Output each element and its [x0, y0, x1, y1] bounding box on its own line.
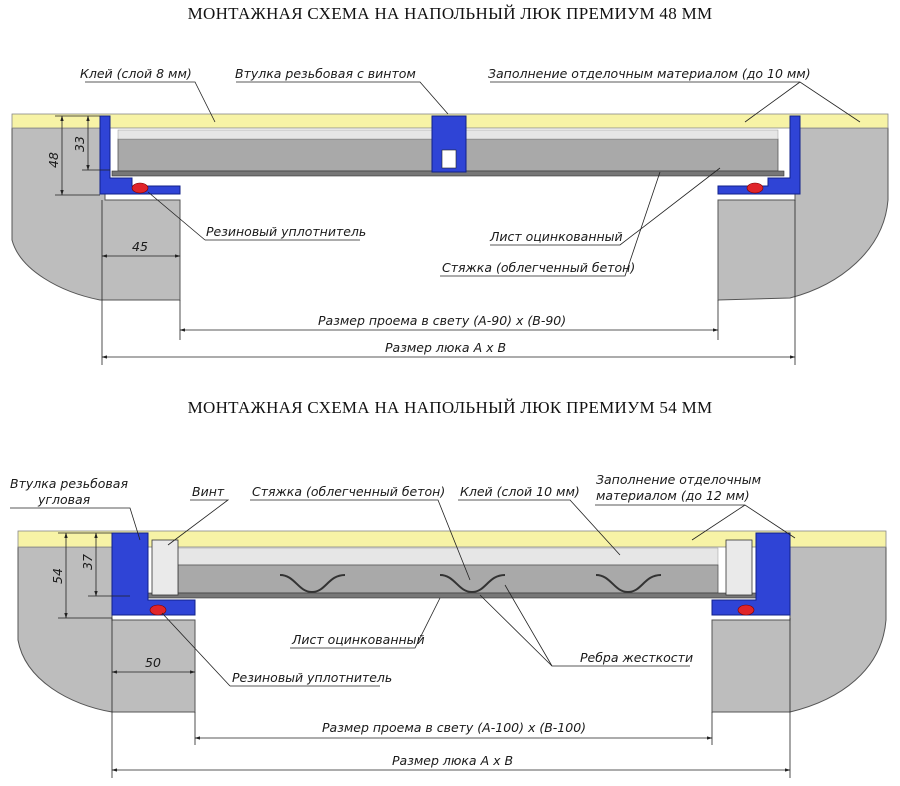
diagram-54 [10, 472, 886, 778]
label-screed-48: Стяжка (облегченный бетон) [442, 260, 636, 275]
dim-height-total-48: 48 [46, 152, 61, 168]
label-glue-48: Клей (слой 8 мм) [80, 66, 192, 81]
bushing-left-54 [152, 540, 178, 595]
label-bushing-line1-54: Втулка резьбовая [10, 476, 128, 491]
dim-hatch-54: Размер люка А х В [392, 753, 514, 768]
label-glue-54: Клей (слой 10 мм) [460, 484, 580, 499]
label-screed-54: Стяжка (облегченный бетон) [252, 484, 446, 499]
label-screw-54: Винт [192, 484, 225, 499]
sheet-54 [130, 593, 780, 598]
dim-height-inner-54: 37 [80, 554, 95, 570]
label-seal-48: Резиновый уплотнитель [206, 224, 367, 239]
label-finish-line1-54: Заполнение отделочным [596, 472, 762, 487]
seal-left-48 [132, 183, 148, 193]
dim-height-total-54: 54 [50, 568, 65, 584]
dim-opening-48: Размер проема в свету (А-90) х (В-90) [318, 313, 567, 328]
seal-left-54 [150, 605, 166, 615]
dim-hatch-48: Размер люка А х В [385, 340, 507, 355]
label-finish-line2-54: материалом (до 12 мм) [596, 488, 750, 503]
label-seal-54: Резиновый уплотнитель [232, 670, 393, 685]
dim-opening-54: Размер проема в свету (А-100) х (В-100) [322, 720, 587, 735]
diagram-48 [12, 66, 888, 365]
label-sheet-48: Лист оцинкованный [490, 229, 623, 244]
dim-edge-width-54: 50 [145, 655, 161, 670]
dim-edge-width-48: 45 [132, 239, 148, 254]
screw-48 [442, 150, 456, 168]
seal-right-48 [747, 183, 763, 193]
title-48: МОНТАЖНАЯ СХЕМА НА НАПОЛЬНЫЙ ЛЮК ПРЕМИУМ 48 ММ [187, 4, 713, 23]
glue-layer-54 [178, 548, 718, 565]
seal-right-54 [738, 605, 754, 615]
label-bushing-line2-54: угловая [38, 492, 91, 507]
dim-height-inner-48: 33 [72, 136, 87, 152]
label-sheet-54: Лист оцинкованный [292, 632, 425, 647]
label-ribs-54: Ребра жесткости [580, 650, 694, 665]
label-finish-48: Заполнение отделочным материалом (до 10 мм) [488, 66, 811, 81]
bushing-right-54 [726, 540, 752, 595]
title-54: МОНТАЖНАЯ СХЕМА НА НАПОЛЬНЫЙ ЛЮК ПРЕМИУМ 54 ММ [187, 398, 713, 417]
label-bushing-48: Втулка резьбовая с винтом [235, 66, 416, 81]
